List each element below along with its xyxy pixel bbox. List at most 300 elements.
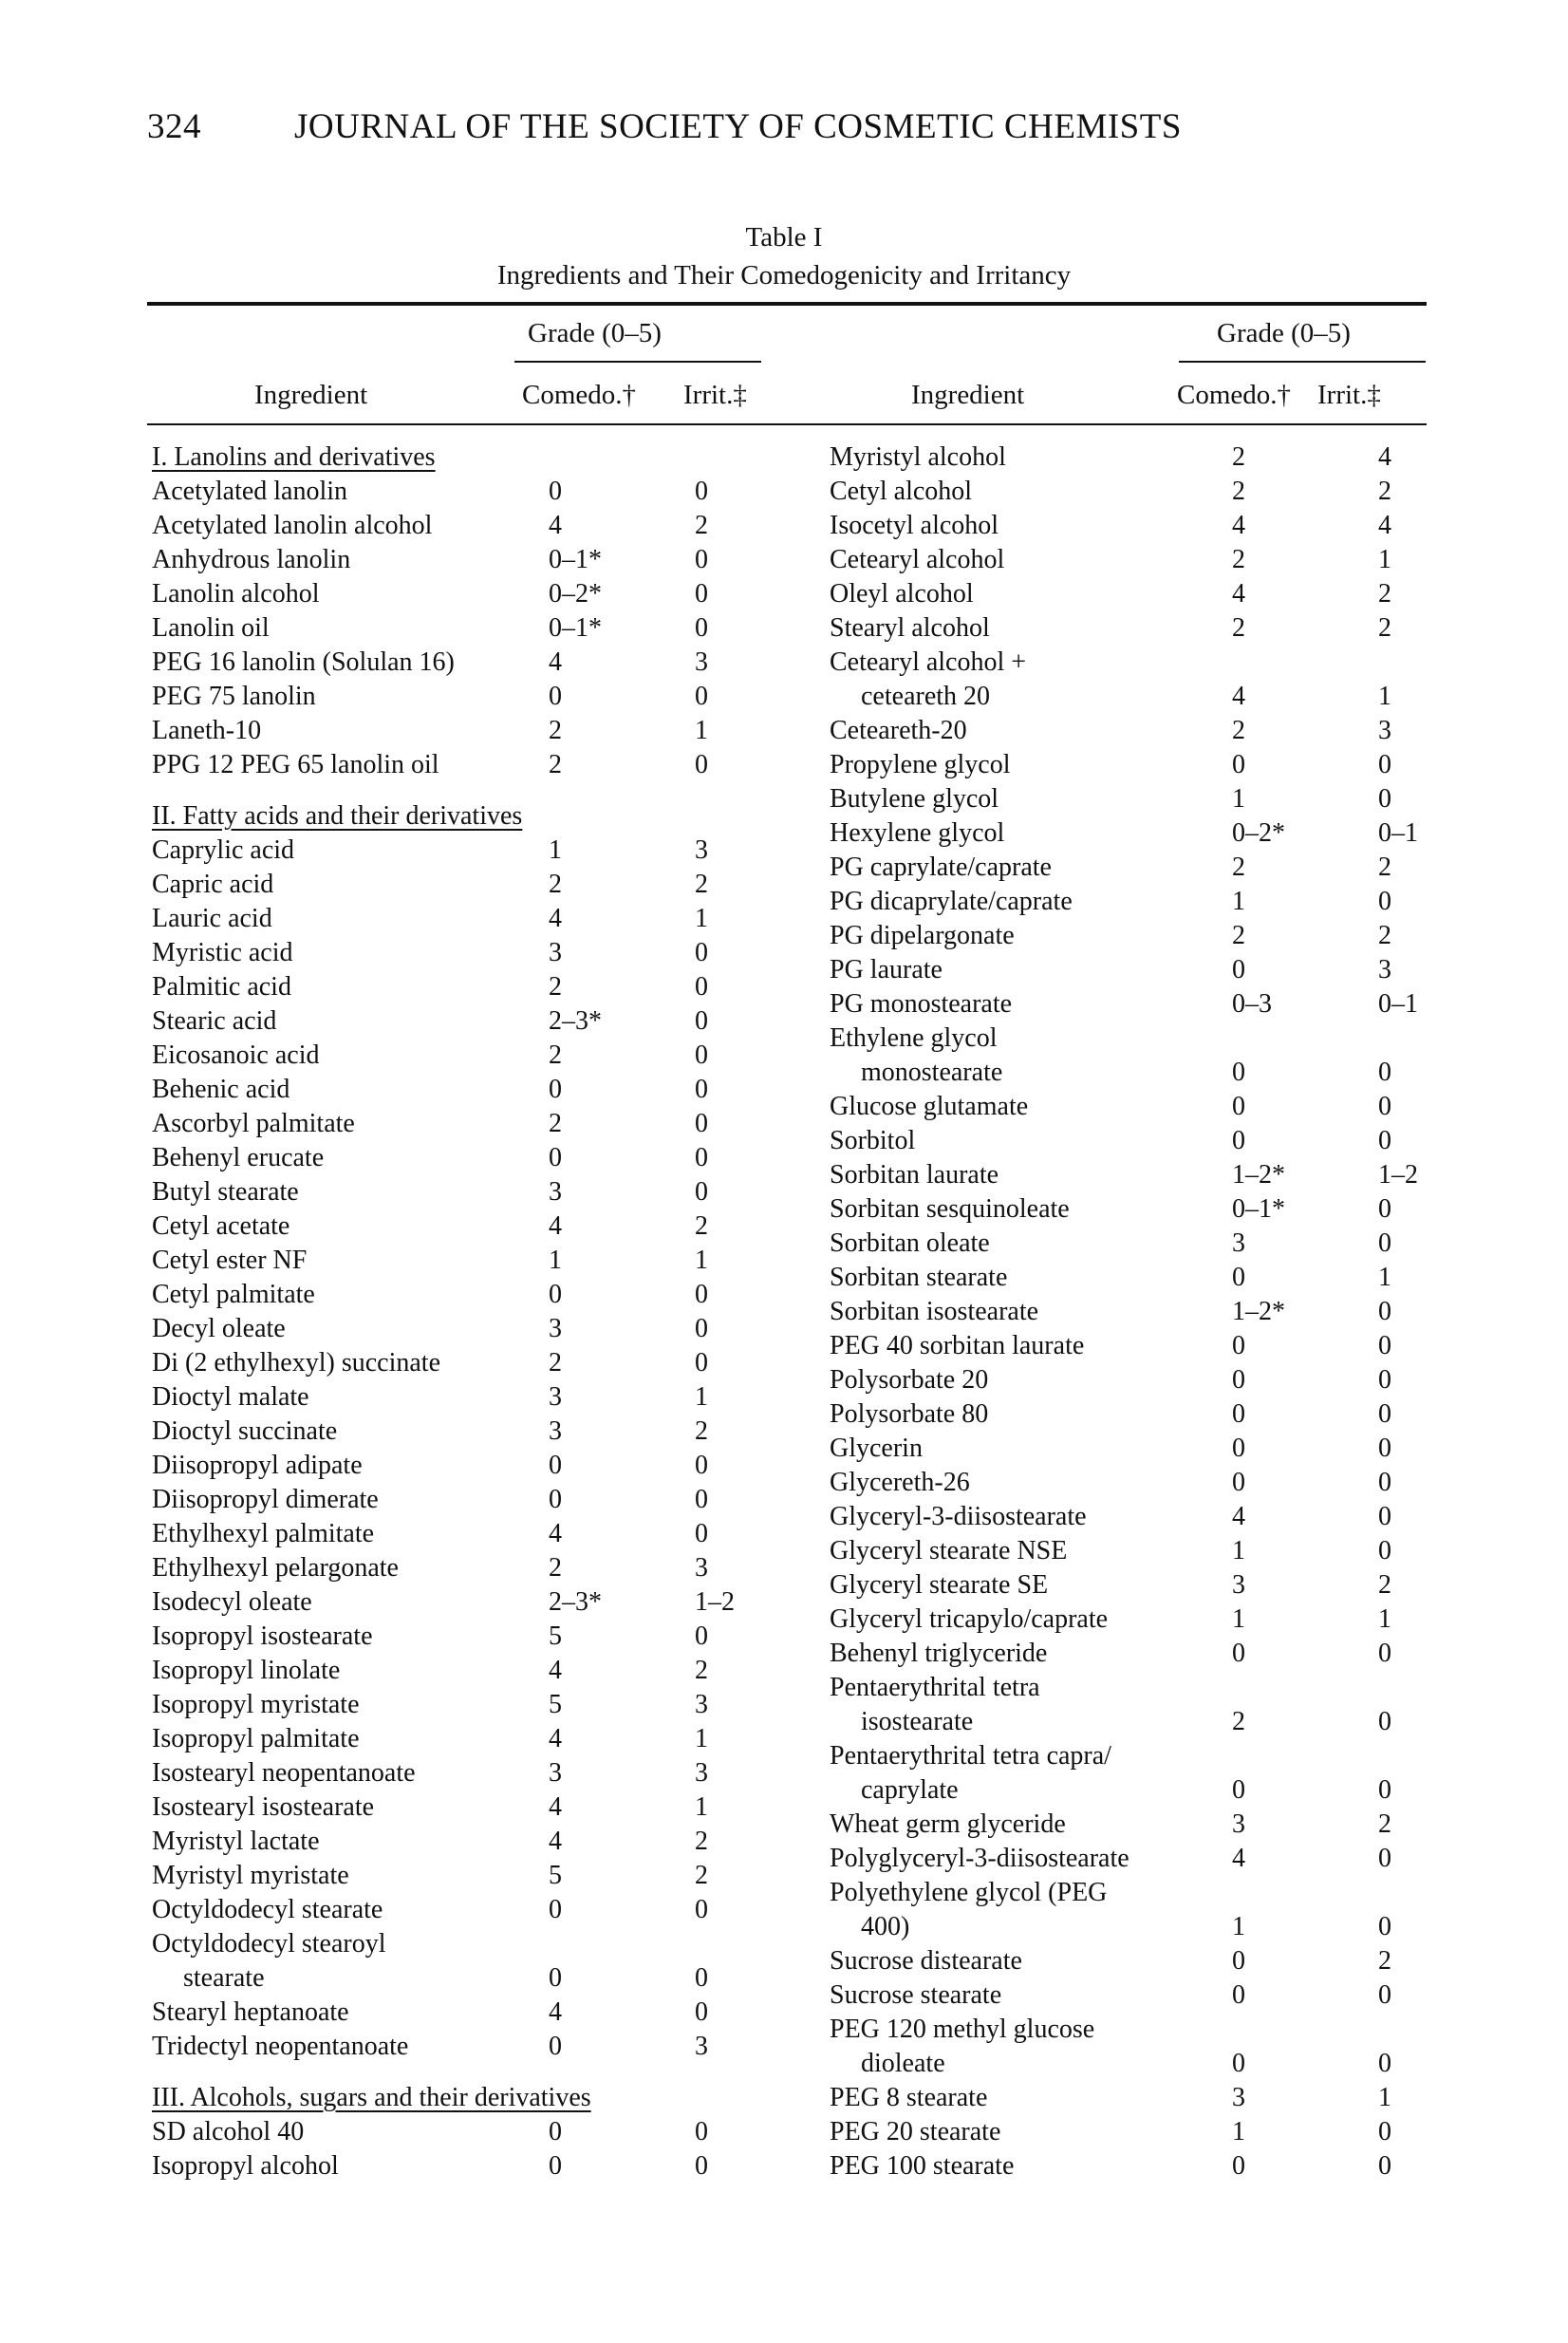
irrit-value: 1 bbox=[695, 716, 708, 745]
ingredient-name: Polysorbate 20 bbox=[830, 1365, 989, 1395]
irrit-value: 0 bbox=[1378, 1468, 1391, 1497]
comedo-value: 0–1* bbox=[1232, 1194, 1285, 1224]
table-row bbox=[830, 1295, 1447, 1329]
irrit-value: 2 bbox=[695, 1656, 708, 1685]
irrit-value: 1 bbox=[1378, 545, 1391, 574]
table-row bbox=[152, 1312, 769, 1346]
ingredient-name: Acetylated lanolin bbox=[152, 477, 348, 506]
irrit-value: 4 bbox=[1378, 442, 1391, 472]
irrit-value: 0 bbox=[1378, 1536, 1391, 1565]
ingredient-name: PG dicaprylate/caprate bbox=[830, 887, 1073, 916]
comedo-value: 0 bbox=[549, 2032, 562, 2061]
comedo-value: 0 bbox=[1232, 955, 1245, 984]
irrit-value: 0 bbox=[695, 2151, 708, 2181]
comedo-value: 4 bbox=[549, 647, 562, 677]
irrit-value: 3 bbox=[695, 1553, 708, 1583]
ingredient-name: Isodecyl oleate bbox=[152, 1587, 312, 1617]
table-row bbox=[830, 509, 1447, 543]
table-row bbox=[830, 1978, 1447, 2013]
ingredient-name: Stearyl alcohol bbox=[830, 613, 990, 643]
ingredient-name: Propylene glycol bbox=[830, 750, 1011, 779]
irrit-value: 0 bbox=[695, 1519, 708, 1548]
irrit-value: 0 bbox=[695, 1963, 708, 1993]
comedo-value: 0 bbox=[1232, 1058, 1245, 1087]
comedo-value: 1 bbox=[1232, 1912, 1245, 1941]
table-row bbox=[830, 1022, 1447, 1090]
table-row bbox=[152, 2149, 769, 2184]
irrit-value: 0 bbox=[1378, 1434, 1391, 1463]
comedo-value: 4 bbox=[549, 1997, 562, 2027]
table-row bbox=[152, 1585, 769, 1620]
table-row bbox=[152, 1688, 769, 1722]
ingredient-name: Ceteareth-20 bbox=[830, 716, 967, 745]
ingredient-name: Isostearyl neopentanoate bbox=[152, 1758, 416, 1788]
ingredient-name: Isostearyl isostearate bbox=[152, 1792, 375, 1822]
comedo-value: 4 bbox=[1232, 1844, 1245, 1873]
irrit-value: 2 bbox=[1378, 1809, 1391, 1839]
ingredient-name: PG dipelargonate bbox=[830, 921, 1015, 950]
ingredient-name: Pentaerythrital tetra capra/ bbox=[830, 1741, 1111, 1771]
irrit-value: 0 bbox=[695, 1006, 708, 1036]
table-row bbox=[152, 1893, 769, 1927]
ingredient-name-continued: monostearate bbox=[861, 1058, 1003, 1087]
irrit-value: 0 bbox=[1378, 1912, 1391, 1941]
left-table-column bbox=[152, 440, 769, 2184]
table-row bbox=[830, 987, 1447, 1022]
table-row bbox=[830, 2081, 1447, 2115]
comedo-value: 0 bbox=[549, 2117, 562, 2146]
ingredient-name: Dioctyl malate bbox=[152, 1382, 309, 1412]
comedo-value: 0 bbox=[1232, 1399, 1245, 1429]
irrit-value: 2 bbox=[1378, 477, 1391, 506]
table-row bbox=[152, 1175, 769, 1209]
section-title: I. Lanolins and derivatives bbox=[152, 442, 436, 472]
table-row bbox=[830, 1944, 1447, 1978]
table-row bbox=[152, 1620, 769, 1654]
table-row bbox=[152, 543, 769, 577]
section-heading bbox=[152, 440, 769, 475]
ingredient-name: PEG 40 sorbitan laurate bbox=[830, 1331, 1085, 1360]
table-row bbox=[152, 1790, 769, 1825]
table-row bbox=[152, 1722, 769, 1756]
col-header-irrit-right: Irrit.‡ bbox=[1317, 380, 1381, 410]
ingredient-name: SD alcohol 40 bbox=[152, 2117, 305, 2146]
ingredient-name: Cetearyl alcohol + bbox=[830, 647, 1027, 677]
irrit-value: 0 bbox=[695, 1177, 708, 1207]
irrit-value: 0 bbox=[1378, 1980, 1391, 2010]
irrit-value: 0 bbox=[1378, 1502, 1391, 1531]
irrit-value: 0 bbox=[695, 1040, 708, 1070]
irrit-value: 2 bbox=[1378, 1570, 1391, 1600]
irrit-value: 0 bbox=[1378, 2117, 1391, 2146]
comedo-value: 0–2* bbox=[549, 579, 602, 609]
comedo-value: 3 bbox=[549, 938, 562, 967]
irrit-value: 0–1 bbox=[1378, 818, 1418, 848]
irrit-value: 2 bbox=[1378, 921, 1391, 950]
table-row bbox=[152, 680, 769, 714]
table-row bbox=[830, 1603, 1447, 1637]
table-row bbox=[830, 1090, 1447, 1124]
ingredient-name: Caprylic acid bbox=[152, 835, 295, 865]
table-title: Ingredients and Their Comedogenicity and Irritancy bbox=[496, 260, 1072, 291]
irrit-value: 3 bbox=[695, 2032, 708, 2061]
table-row bbox=[152, 577, 769, 611]
table-row bbox=[152, 1004, 769, 1039]
comedo-value: 2 bbox=[549, 870, 562, 899]
comedo-value: 2 bbox=[1232, 545, 1245, 574]
ingredient-name: Isopropyl myristate bbox=[152, 1690, 360, 1719]
comedo-value: 4 bbox=[549, 1724, 562, 1753]
table-label: Table I bbox=[745, 222, 823, 253]
ingredient-name: Glucose glutamate bbox=[830, 1092, 1029, 1121]
irrit-value: 0 bbox=[1378, 1194, 1391, 1224]
table-row bbox=[830, 2013, 1447, 2081]
table-row bbox=[830, 1397, 1447, 1432]
table-row bbox=[830, 816, 1447, 851]
table-row bbox=[152, 1927, 769, 1996]
table-row bbox=[152, 1756, 769, 1790]
irrit-value: 3 bbox=[695, 647, 708, 677]
table-row bbox=[152, 509, 769, 543]
ingredient-name-continued: caprylate bbox=[861, 1775, 959, 1805]
irrit-value: 0 bbox=[695, 1075, 708, 1104]
comedo-value: 4 bbox=[1232, 511, 1245, 540]
table-row bbox=[152, 1278, 769, 1312]
comedo-value: 4 bbox=[1232, 1502, 1245, 1531]
comedo-value: 0 bbox=[549, 1963, 562, 1993]
comedo-value: 0 bbox=[1232, 1434, 1245, 1463]
ingredient-name: Capric acid bbox=[152, 870, 274, 899]
irrit-value: 0 bbox=[1378, 1775, 1391, 1805]
table-row bbox=[152, 868, 769, 902]
comedo-value: 2 bbox=[1232, 613, 1245, 643]
comedo-value: 4 bbox=[1232, 579, 1245, 609]
table-row bbox=[152, 748, 769, 782]
table-row bbox=[830, 1329, 1447, 1363]
ingredient-name: Isopropyl palmitate bbox=[152, 1724, 360, 1753]
irrit-value: 0 bbox=[695, 1451, 708, 1480]
ingredient-name: Sorbitan laurate bbox=[830, 1160, 999, 1190]
table-row bbox=[830, 1808, 1447, 1842]
comedo-value: 0 bbox=[549, 1075, 562, 1104]
irrit-value: 1 bbox=[695, 1792, 708, 1822]
irrit-value: 2 bbox=[1378, 1946, 1391, 1976]
irrit-value: 0 bbox=[695, 1280, 708, 1309]
table-top-rule bbox=[147, 302, 1427, 306]
comedo-value: 3 bbox=[549, 1382, 562, 1412]
comedo-value: 2 bbox=[1232, 921, 1245, 950]
irrit-value: 0–1 bbox=[1378, 989, 1418, 1019]
table-row bbox=[152, 611, 769, 646]
ingredient-name: Ethylhexyl palmitate bbox=[152, 1519, 375, 1548]
irrit-value: 0 bbox=[1378, 750, 1391, 779]
comedo-value: 3 bbox=[1232, 1809, 1245, 1839]
ingredient-name: Sorbitan stearate bbox=[830, 1263, 1008, 1292]
ingredient-name: Lanolin alcohol bbox=[152, 579, 320, 609]
comedo-value: 2 bbox=[549, 750, 562, 779]
ingredient-name: Sorbitan oleate bbox=[830, 1228, 990, 1258]
table-row bbox=[830, 1466, 1447, 1500]
ingredient-name: Wheat germ glyceride bbox=[830, 1809, 1066, 1839]
ingredient-name: Acetylated lanolin alcohol bbox=[152, 511, 433, 540]
ingredient-name: PG monostearate bbox=[830, 989, 1013, 1019]
irrit-value: 3 bbox=[695, 1690, 708, 1719]
irrit-value: 1 bbox=[1378, 682, 1391, 711]
table-row bbox=[152, 714, 769, 748]
ingredient-name: Myristyl lactate bbox=[152, 1827, 320, 1856]
irrit-value: 2 bbox=[1378, 853, 1391, 882]
ingredient-name: Isopropyl alcohol bbox=[152, 2151, 339, 2181]
ingredient-name: Polyglyceryl-3-diisostearate bbox=[830, 1844, 1129, 1873]
grade-label-left: Grade (0–5) bbox=[528, 318, 662, 348]
irrit-value: 0 bbox=[1378, 1297, 1391, 1326]
irrit-value: 0 bbox=[1378, 1058, 1391, 1087]
comedo-value: 4 bbox=[549, 1519, 562, 1548]
table-row bbox=[830, 1158, 1447, 1192]
table-row bbox=[152, 646, 769, 680]
ingredient-name: Sorbitan sesquinoleate bbox=[830, 1194, 1070, 1224]
ingredient-name: PG laurate bbox=[830, 955, 943, 984]
ingredient-name: Pentaerythrital tetra bbox=[830, 1673, 1040, 1702]
table-row bbox=[830, 1363, 1447, 1397]
table-row bbox=[830, 714, 1447, 748]
ingredient-name: Octyldodecyl stearoyl bbox=[152, 1929, 386, 1959]
page-header bbox=[147, 106, 1438, 147]
comedo-value: 1 bbox=[1232, 887, 1245, 916]
table-caption bbox=[0, 218, 1568, 294]
irrit-value: 0 bbox=[695, 545, 708, 574]
ingredient-name: Sucrose stearate bbox=[830, 1980, 1002, 2010]
table-row bbox=[830, 475, 1447, 509]
journal-title: JOURNAL OF THE SOCIETY OF COSMETIC CHEMISTS bbox=[294, 107, 1182, 146]
col-header-comedo-left: Comedo.† bbox=[522, 380, 637, 410]
table-row bbox=[830, 1500, 1447, 1534]
ingredient-name: Cetearyl alcohol bbox=[830, 545, 1005, 574]
ingredient-name: Cetyl acetate bbox=[152, 1211, 290, 1241]
irrit-value: 3 bbox=[695, 835, 708, 865]
table-row bbox=[152, 1380, 769, 1415]
comedo-value: 2 bbox=[549, 972, 562, 1002]
irrit-value: 2 bbox=[695, 1861, 708, 1890]
table-row bbox=[152, 1039, 769, 1073]
comedo-value: 3 bbox=[549, 1177, 562, 1207]
comedo-value: 5 bbox=[549, 1861, 562, 1890]
ingredient-name: Butylene glycol bbox=[830, 784, 999, 814]
irrit-value: 0 bbox=[695, 972, 708, 1002]
table-row bbox=[152, 970, 769, 1004]
irrit-value: 2 bbox=[695, 870, 708, 899]
ingredient-name: Lauric acid bbox=[152, 904, 272, 933]
table-row bbox=[152, 1141, 769, 1175]
ingredient-name: Cetyl ester NF bbox=[152, 1246, 308, 1275]
irrit-value: 0 bbox=[1378, 2049, 1391, 2078]
ingredient-name: Glyceryl-3-diisostearate bbox=[830, 1502, 1087, 1531]
comedo-value: 0 bbox=[549, 1280, 562, 1309]
comedo-value: 0–1* bbox=[549, 613, 602, 643]
table-row bbox=[830, 885, 1447, 919]
ingredient-name: Tridectyl neopentanoate bbox=[152, 2032, 409, 2061]
table-row bbox=[830, 1261, 1447, 1295]
col-header-ingredient-right: Ingredient bbox=[911, 380, 1025, 410]
table-row bbox=[830, 1637, 1447, 1671]
ingredient-name: PEG 120 methyl glucose bbox=[830, 2015, 1095, 2044]
table-row bbox=[830, 953, 1447, 987]
ingredient-name: Polyethylene glycol (PEG bbox=[830, 1878, 1108, 1907]
table-row bbox=[152, 1825, 769, 1859]
irrit-value: 1–2 bbox=[695, 1587, 735, 1617]
ingredient-name-continued: dioleate bbox=[861, 2049, 945, 2078]
page-number: 324 bbox=[147, 107, 201, 146]
irrit-value: 0 bbox=[1378, 1639, 1391, 1668]
ingredient-name: PEG 16 lanolin (Solulan 16) bbox=[152, 647, 455, 677]
comedo-value: 1 bbox=[1232, 2117, 1245, 2146]
irrit-value: 0 bbox=[695, 1895, 708, 1924]
ingredient-name: PEG 100 stearate bbox=[830, 2151, 1015, 2181]
irrit-value: 0 bbox=[1378, 784, 1391, 814]
comedo-value: 2 bbox=[549, 1553, 562, 1583]
ingredient-name: Stearyl heptanoate bbox=[152, 1997, 349, 2027]
comedo-value: 0 bbox=[1232, 2151, 1245, 2181]
table-row bbox=[830, 646, 1447, 714]
col-header-comedo-right: Comedo.† bbox=[1177, 380, 1292, 410]
ingredient-name: Anhydrous lanolin bbox=[152, 545, 351, 574]
table-row bbox=[152, 1209, 769, 1244]
table-row bbox=[152, 1483, 769, 1517]
comedo-value: 0 bbox=[1232, 1331, 1245, 1360]
comedo-value: 0 bbox=[1232, 1263, 1245, 1292]
irrit-value: 0 bbox=[695, 1997, 708, 2027]
irrit-value: 0 bbox=[695, 1485, 708, 1514]
comedo-value: 2–3* bbox=[549, 1006, 602, 1036]
irrit-value: 1 bbox=[695, 1246, 708, 1275]
comedo-value: 0–1* bbox=[549, 545, 602, 574]
irrit-value: 0 bbox=[1378, 1126, 1391, 1155]
ingredient-name-continued: stearate bbox=[183, 1963, 265, 1993]
comedo-value: 0 bbox=[1232, 1126, 1245, 1155]
table-row bbox=[152, 834, 769, 868]
irrit-value: 0 bbox=[695, 1314, 708, 1343]
ingredient-name: PPG 12 PEG 65 lanolin oil bbox=[152, 750, 439, 779]
comedo-value: 0 bbox=[1232, 1092, 1245, 1121]
table-row bbox=[152, 1346, 769, 1380]
irrit-value: 0 bbox=[1378, 1092, 1391, 1121]
ingredient-name: Eicosanoic acid bbox=[152, 1040, 320, 1070]
ingredient-name: Laneth-10 bbox=[152, 716, 262, 745]
table-row bbox=[830, 919, 1447, 953]
table-row bbox=[152, 1107, 769, 1141]
comedo-value: 2 bbox=[1232, 853, 1245, 882]
ingredient-name: Myristyl alcohol bbox=[830, 442, 1006, 472]
irrit-value: 0 bbox=[695, 613, 708, 643]
comedo-value: 0 bbox=[549, 2151, 562, 2181]
irrit-value: 3 bbox=[695, 1758, 708, 1788]
irrit-value: 1 bbox=[1378, 1263, 1391, 1292]
comedo-value: 2 bbox=[1232, 716, 1245, 745]
comedo-value: 0 bbox=[1232, 1365, 1245, 1395]
table-row bbox=[830, 1876, 1447, 1944]
irrit-value: 0 bbox=[695, 1348, 708, 1378]
comedo-value: 3 bbox=[549, 1314, 562, 1343]
irrit-value: 0 bbox=[1378, 887, 1391, 916]
ingredient-name: Sorbitan isostearate bbox=[830, 1297, 1039, 1326]
ingredient-name: Ethylene glycol bbox=[830, 1023, 998, 1053]
table-row bbox=[152, 1415, 769, 1449]
comedo-value: 0 bbox=[549, 1143, 562, 1172]
irrit-value: 2 bbox=[695, 1827, 708, 1856]
table-row bbox=[152, 1859, 769, 1893]
irrit-value: 0 bbox=[695, 750, 708, 779]
table-row bbox=[830, 782, 1447, 816]
irrit-value: 0 bbox=[695, 1143, 708, 1172]
comedo-value: 4 bbox=[549, 1656, 562, 1685]
comedo-value: 3 bbox=[1232, 2083, 1245, 2112]
comedo-value: 2 bbox=[549, 1040, 562, 1070]
table-row bbox=[830, 1671, 1447, 1739]
ingredient-name: Ethylhexyl pelargonate bbox=[152, 1553, 399, 1583]
ingredient-name: Cetyl alcohol bbox=[830, 477, 973, 506]
section-heading bbox=[152, 2081, 769, 2115]
table-row bbox=[152, 902, 769, 936]
section-title: III. Alcohols, sugars and their derivatives bbox=[152, 2083, 591, 2112]
comedo-value: 5 bbox=[549, 1621, 562, 1651]
comedo-value: 1–2* bbox=[1232, 1160, 1285, 1190]
comedo-value: 1 bbox=[1232, 784, 1245, 814]
ingredient-name: Myristyl myristate bbox=[152, 1861, 349, 1890]
col-header-irrit-left: Irrit.‡ bbox=[683, 380, 747, 410]
table-row bbox=[830, 2149, 1447, 2184]
ingredient-name: Stearic acid bbox=[152, 1006, 277, 1036]
table-row bbox=[830, 611, 1447, 646]
comedo-value: 0 bbox=[1232, 750, 1245, 779]
grade-label-right: Grade (0–5) bbox=[1217, 318, 1351, 348]
ingredient-name: PEG 75 lanolin bbox=[152, 682, 316, 711]
irrit-value: 1 bbox=[1378, 1604, 1391, 1634]
comedo-value: 2 bbox=[549, 1348, 562, 1378]
section-heading bbox=[152, 799, 769, 834]
irrit-value: 1 bbox=[1378, 2083, 1391, 2112]
comedo-value: 4 bbox=[1232, 682, 1245, 711]
col-header-ingredient-left: Ingredient bbox=[254, 380, 368, 410]
comedo-value: 0 bbox=[1232, 1946, 1245, 1976]
ingredient-name: Sorbitol bbox=[830, 1126, 916, 1155]
comedo-value: 4 bbox=[549, 1211, 562, 1241]
table-row bbox=[830, 1227, 1447, 1261]
table-row bbox=[830, 1192, 1447, 1227]
irrit-value: 0 bbox=[1378, 1228, 1391, 1258]
table-row bbox=[152, 1244, 769, 1278]
ingredient-name: PG caprylate/caprate bbox=[830, 853, 1052, 882]
ingredient-name: Hexylene glycol bbox=[830, 818, 1005, 848]
comedo-value: 4 bbox=[549, 904, 562, 933]
table-row bbox=[152, 1073, 769, 1107]
comedo-value: 0 bbox=[549, 682, 562, 711]
irrit-value: 3 bbox=[1378, 716, 1391, 745]
ingredient-name-continued: ceteareth 20 bbox=[861, 682, 991, 711]
irrit-value: 0 bbox=[1378, 2151, 1391, 2181]
irrit-value: 0 bbox=[695, 477, 708, 506]
comedo-value: 2 bbox=[549, 716, 562, 745]
ingredient-name-continued: 400) bbox=[861, 1912, 910, 1941]
irrit-value: 2 bbox=[1378, 579, 1391, 609]
comedo-value: 1 bbox=[1232, 1536, 1245, 1565]
table-row bbox=[152, 2030, 769, 2064]
irrit-value: 0 bbox=[695, 682, 708, 711]
ingredient-name: Glyceryl tricapylo/caprate bbox=[830, 1604, 1109, 1634]
ingredient-name: Isocetyl alcohol bbox=[830, 511, 999, 540]
irrit-value: 1 bbox=[695, 904, 708, 933]
irrit-value: 0 bbox=[1378, 1399, 1391, 1429]
table-row bbox=[830, 1739, 1447, 1808]
